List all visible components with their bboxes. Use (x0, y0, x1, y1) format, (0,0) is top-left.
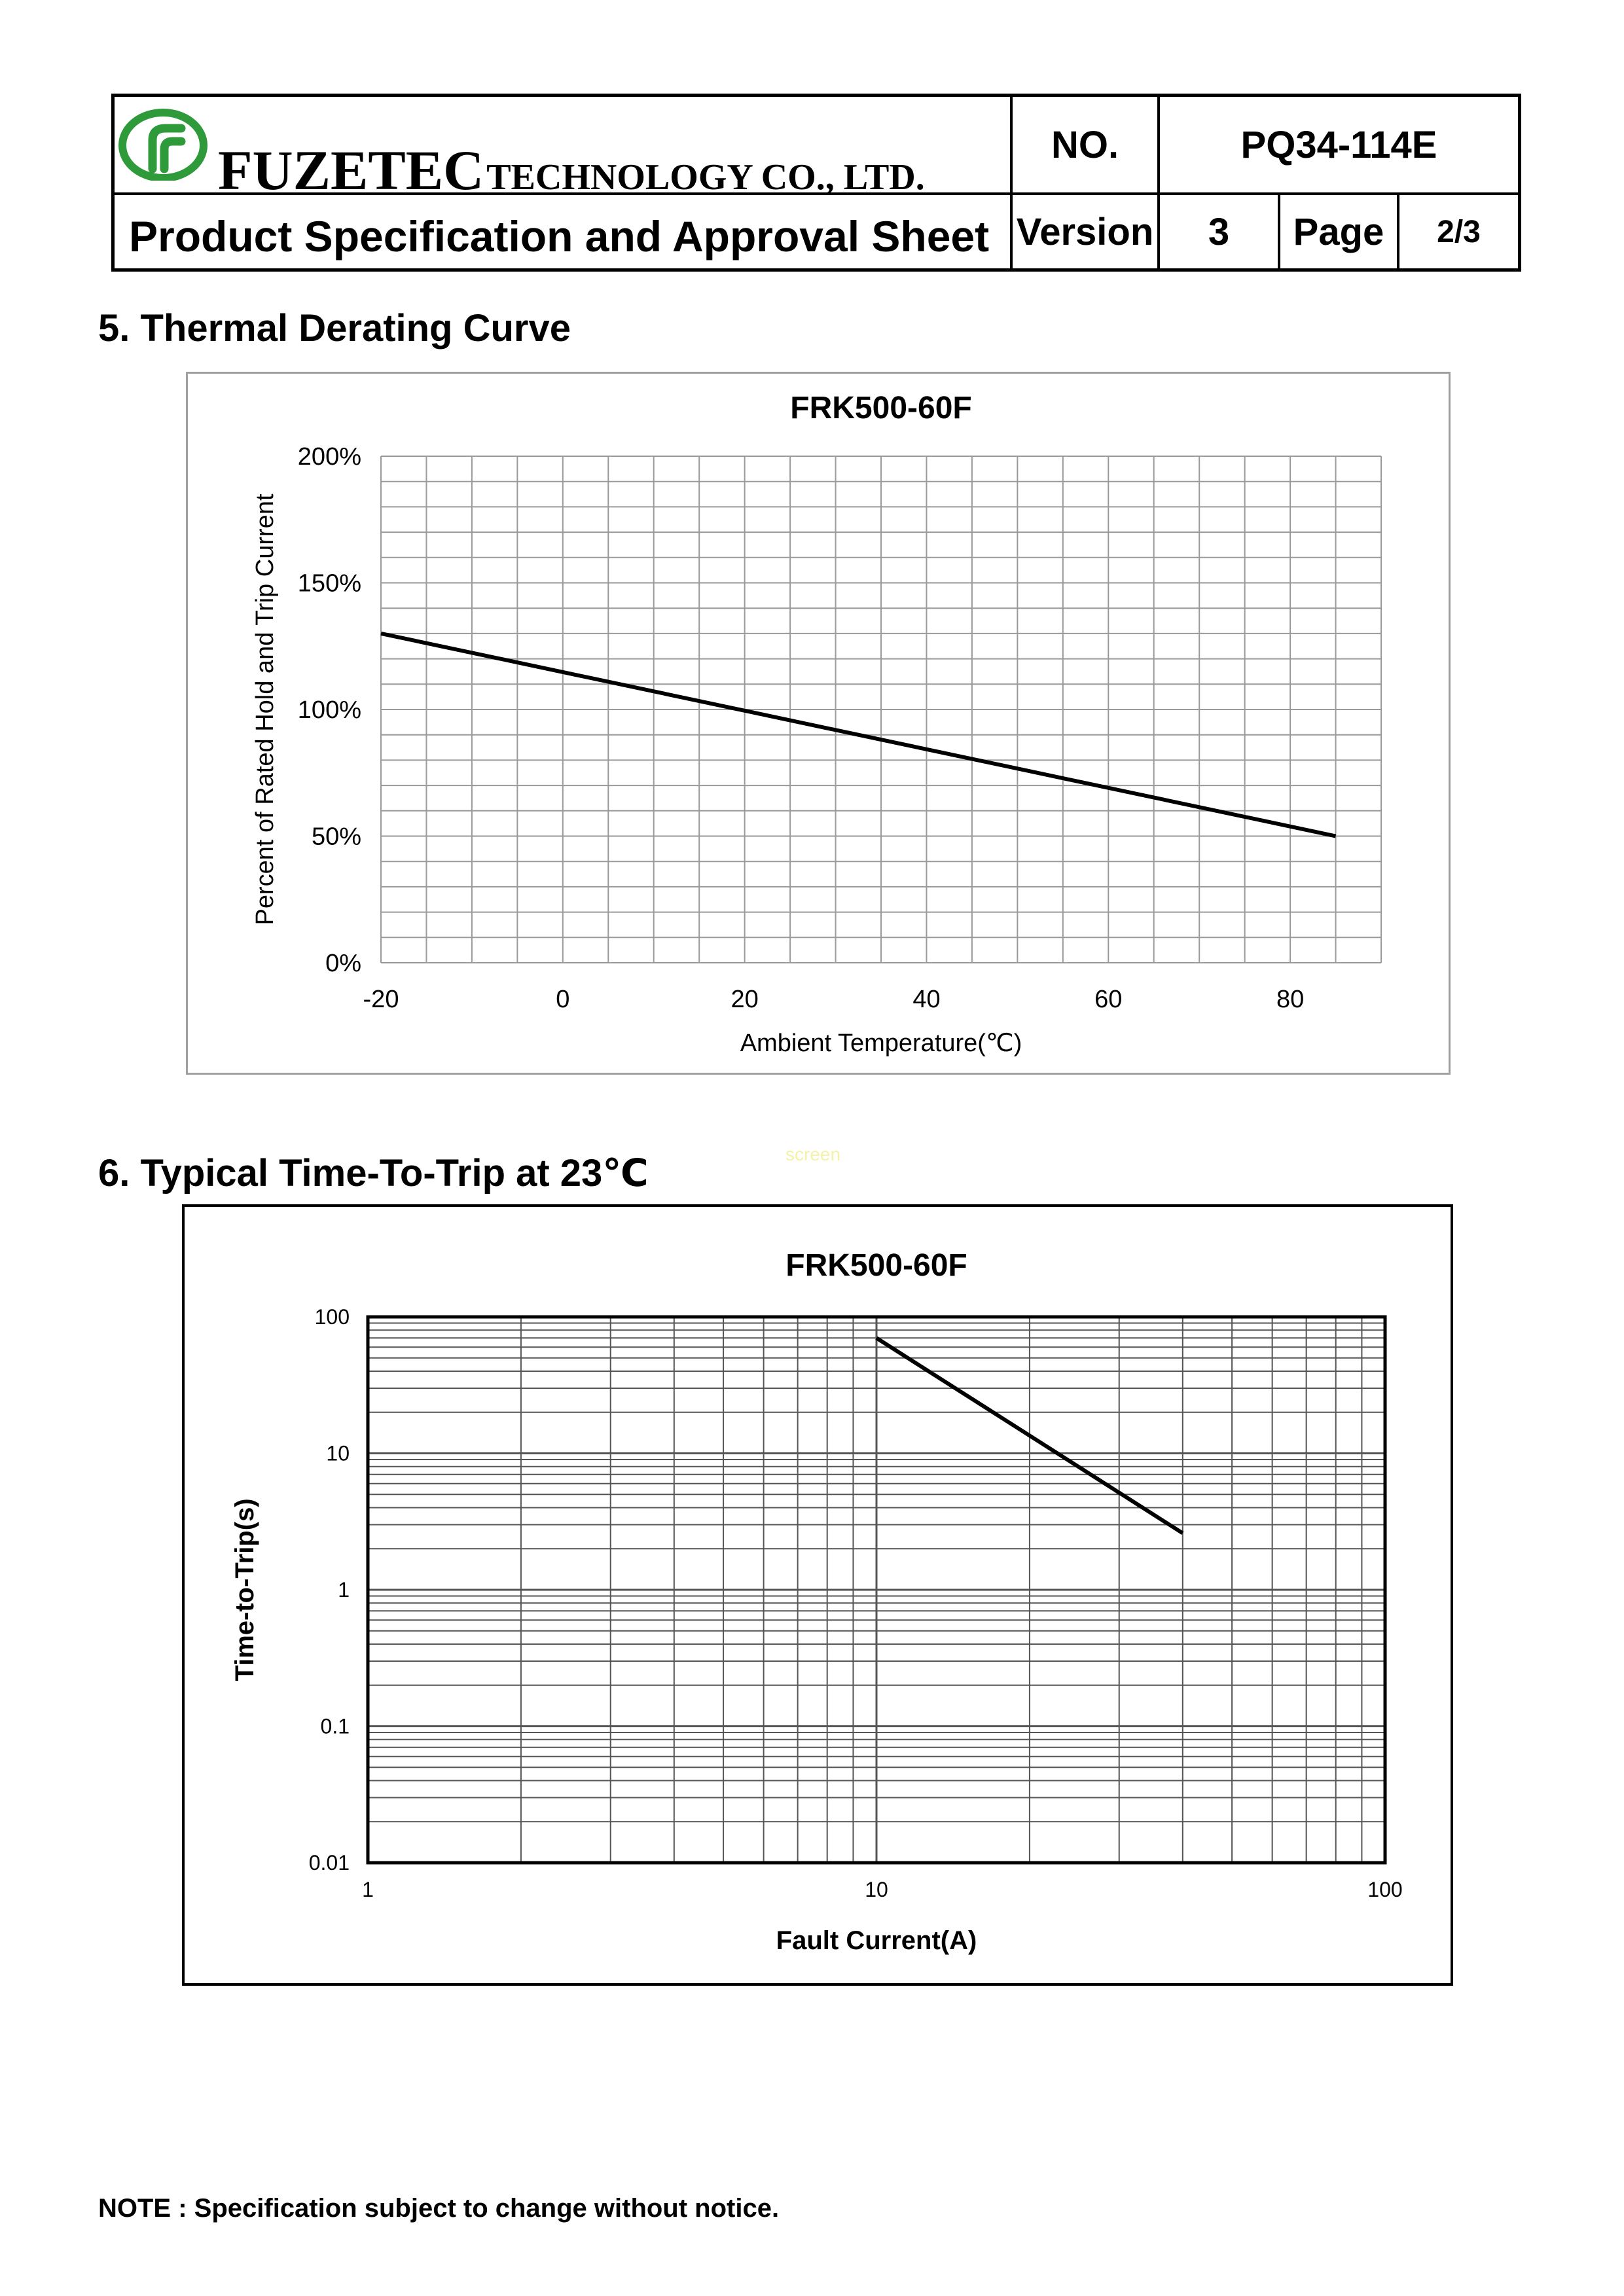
y-axis-label: Time-to-Trip(s) (230, 1498, 259, 1681)
company-rest-text: TECHNOLOGY CO., LTD. (486, 157, 925, 198)
x-tick-label: 10 (865, 1878, 888, 1901)
y-axis-label: Percent of Rated Hold and Trip Current (251, 493, 279, 925)
y-tick-label: 100 (314, 1305, 350, 1329)
no-label-cell (1013, 97, 1157, 192)
y-tick-label: 10 (326, 1441, 350, 1465)
x-tick-label: -20 (363, 986, 399, 1013)
x-tick-label: 20 (731, 986, 759, 1013)
no-label: NO. (1051, 123, 1119, 166)
x-tick-label: 0 (556, 986, 570, 1013)
y-tick-label: 100% (297, 696, 361, 724)
company-name (218, 137, 925, 203)
version-value: 3 (1208, 210, 1230, 253)
no-value-cell (1160, 97, 1518, 192)
trip-chart-frame (182, 1204, 1453, 1986)
thermal-chart-frame (186, 372, 1451, 1075)
y-tick-label: 50% (311, 823, 361, 851)
x-axis-label: Fault Current(A) (776, 1926, 977, 1955)
header-table (111, 94, 1521, 272)
page-value-cell (1399, 195, 1518, 268)
version-value-cell (1160, 195, 1278, 268)
y-tick-label: 200% (297, 443, 361, 471)
stamp-text: screen (785, 1144, 841, 1164)
y-tick-label: 150% (297, 569, 361, 598)
x-tick-label: 80 (1276, 986, 1305, 1013)
x-tick-label: 100 (1367, 1878, 1403, 1901)
chart-title: FRK500-60F (790, 391, 972, 425)
page-value: 2/3 (1437, 214, 1481, 249)
spec-title: Product Specification and Approval Sheet (129, 212, 990, 260)
y-tick-label: 1 (338, 1578, 350, 1602)
x-tick-label: 40 (912, 986, 941, 1013)
version-label-cell (1013, 195, 1157, 268)
page-label: Page (1293, 210, 1384, 253)
y-tick-label: 0.01 (308, 1851, 350, 1874)
footer-note: NOTE : Specification subject to change without notice. (98, 2194, 780, 2223)
fuzetec-logo-icon (118, 109, 210, 181)
x-tick-label: 1 (362, 1878, 374, 1901)
chart-title: FRK500-60F (785, 1248, 967, 1283)
y-tick-label: 0.1 (320, 1714, 350, 1738)
trip-section-title: 6. Typical Time-To-Trip at 23℃ (98, 1152, 649, 1194)
version-label: Version (1016, 210, 1154, 253)
page-label-cell (1280, 195, 1397, 268)
no-value: PQ34-114E (1240, 123, 1437, 166)
y-tick-label: 0% (325, 950, 361, 977)
company-main-text: FUZETEC (218, 139, 484, 202)
thermal-section-title: 5. Thermal Derating Curve (98, 307, 571, 350)
time-to-trip-chart (185, 1207, 1451, 1983)
thermal-derating-chart (188, 374, 1449, 1073)
x-axis-label: Ambient Temperature(℃) (740, 1030, 1022, 1057)
x-tick-label: 60 (1094, 986, 1123, 1013)
